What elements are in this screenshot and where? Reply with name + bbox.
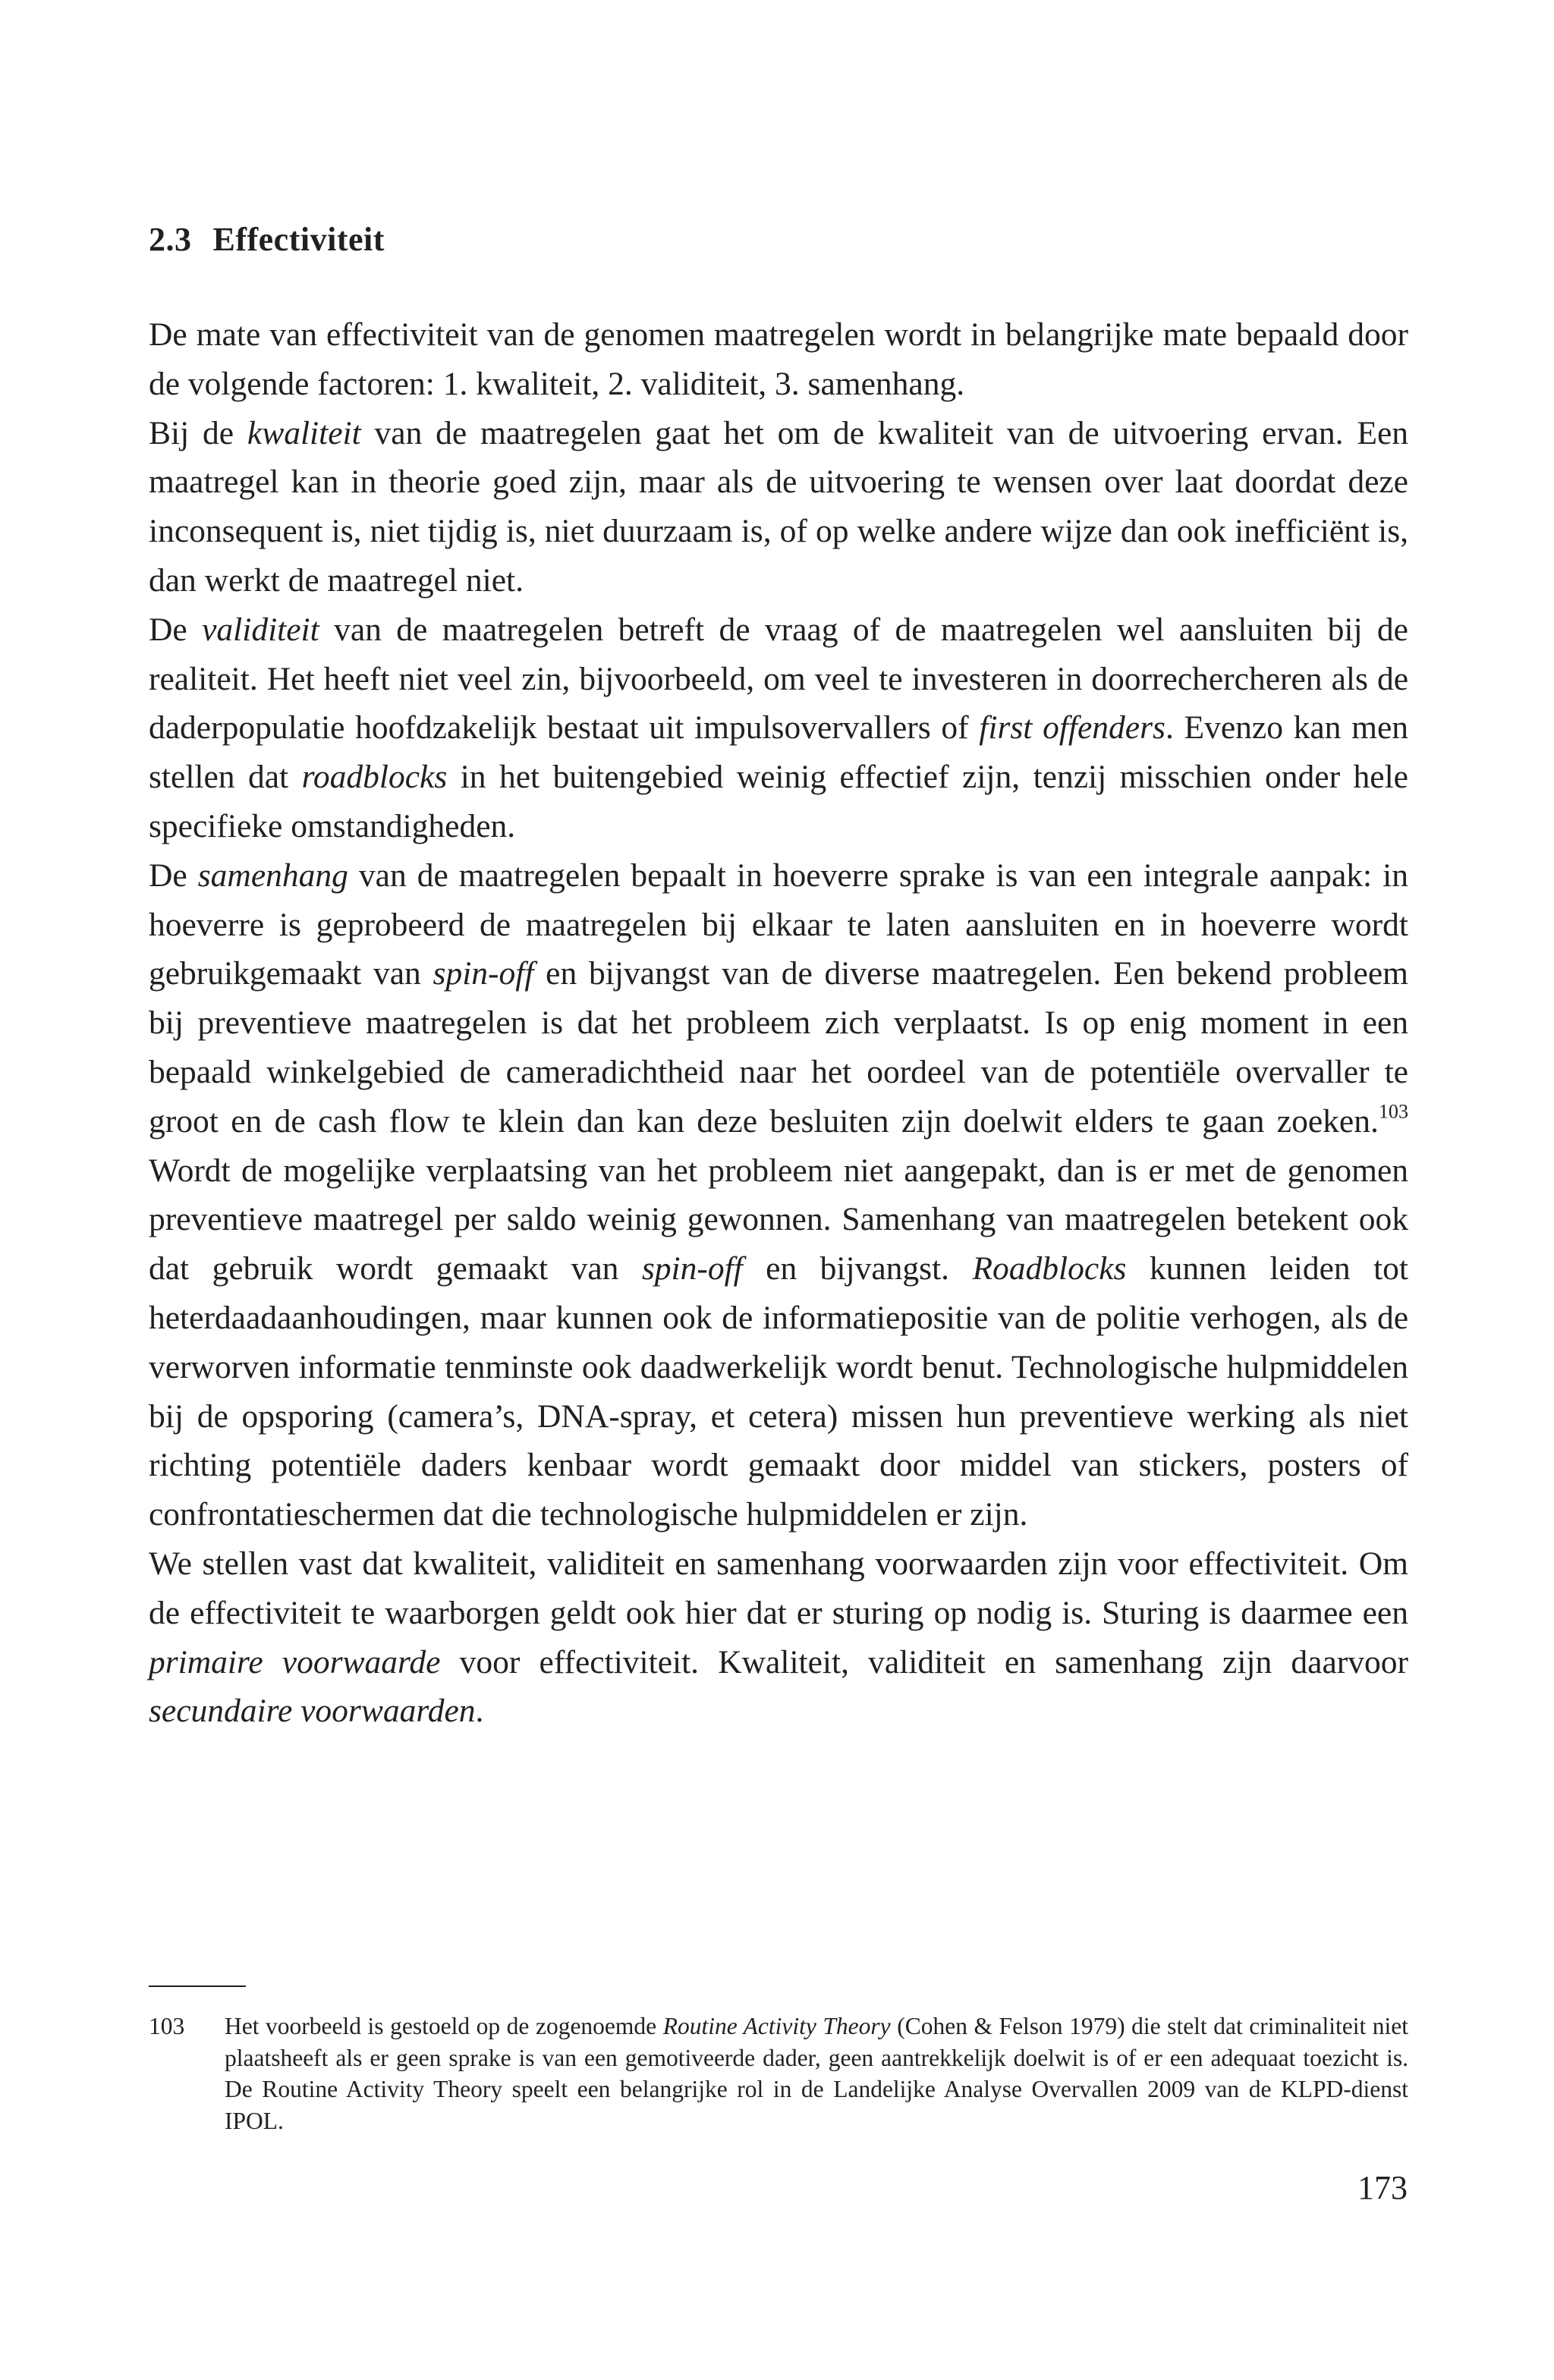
text-run: voor effectiviteit. Kwaliteit, validiteit en samenhang zijn daarvoor (440, 1643, 1408, 1680)
emphasis-roadblocks: Roadblocks (972, 1250, 1127, 1287)
section-number: 2.3 (149, 221, 192, 258)
text-run: van de maatregelen betreft de vraag of de maatregelen wel aansluiten bij de realiteit. Het heeft niet veel zin, bijvoorbeeld, om veel te investeren in doorrechercheren als de daderpopulatie hoofdzakelijk bestaat uit impulsovervallers of (149, 611, 1408, 747)
text-run: Het voorbeeld is gestoeld op de zogenoemde (225, 2013, 663, 2039)
text-run: De (149, 857, 198, 894)
emphasis-spin-off: spin-off (433, 955, 534, 992)
text-run: Bij de (149, 414, 247, 451)
text-run: De (149, 611, 203, 648)
paragraph-kwaliteit (149, 409, 1408, 605)
paragraph-conclusion (149, 1539, 1408, 1736)
text-run: kunnen leiden tot heterdaadaanhoudingen, maar kunnen ook de informatiepositie van de politie verhogen, als de verworven informatie tenminste ook daadwerkelijk wordt benut. Technologische hulpmiddelen bij de opsporing (camera’s, DNA-spray, et cetera) missen hun preventieve werking als niet richting potentiële daders kenbaar wordt gemaakt door middel van stickers, posters of confrontatieschermen dat die technologische hulpmiddelen er zijn. (149, 1250, 1408, 1533)
footnote-reference[interactable]: 103 (1378, 1100, 1408, 1123)
text-run: . (475, 1693, 484, 1730)
text-run: en bijvangst van de diverse maatregelen. Een bekend probleem bij preventieve maatregelen is dat het probleem zich verplaatst. Is op enig moment in een bepaald winkelgebied de cameradichtheid naar het oordeel van de potentiële overvaller te groot en de cash flow te klein dan kan deze besluiten zijn doelwit elders te gaan zoeken. (149, 955, 1409, 1140)
emphasis-kwaliteit: kwaliteit (247, 414, 361, 451)
paragraph-samenhang (149, 851, 1408, 1539)
text-run: (Cohen & Felson 1979) die stelt dat criminaliteit niet plaatsheeft als er geen sprake is van een gemotiveerde dader, geen aantrekkelijk doelwit is of er een adequaat toezicht is. De Routine Activity Theory speelt een belangrijke rol in de Landelijke Analyse Overvallen 2009 van de KLPD-dienst IPOL. (225, 2013, 1409, 2134)
text-run: van de maatregelen gaat het om de kwaliteit van de uitvoering ervan. Een maatregel kan in theorie goed zijn, maar als de uitvoering te wensen over laat doordat deze inconsequent is, niet tijdig is, niet duurzaam is, of op welke andere wijze dan ook inefficiënt is, dan werkt de maatregel niet. (149, 414, 1408, 599)
paragraph-validiteit (149, 605, 1408, 851)
section-title: Effectiviteit (212, 221, 385, 258)
emphasis-samenhang: samenhang (197, 857, 348, 894)
footnote-number: 103 (149, 2013, 185, 2039)
text-run: in het buitengebied weinig effectief zijn, tenzij misschien onder hele specifieke omstandigheden. (149, 759, 1408, 844)
body-text (149, 310, 1408, 1736)
emphasis-secundaire-voorwaarden: secundaire voorwaarden (149, 1693, 476, 1730)
section-heading (149, 220, 385, 259)
text-run: Wordt de mogelijke verplaatsing van het probleem niet aangepakt, dan is er met de genomen preventieve maatregel per saldo weinig gewonnen. Samenhang van maatregelen betekent ook dat gebruik wordt gemaakt van (149, 1152, 1408, 1287)
emphasis-roadblocks: roadblocks (301, 759, 448, 796)
emphasis-spin-off: spin-off (641, 1250, 743, 1287)
emphasis-first-offenders: first offenders (979, 709, 1166, 747)
emphasis-routine-activity-theory: Routine Activity Theory (662, 2013, 891, 2039)
text-run: . Evenzo kan men stellen dat (149, 709, 1408, 796)
footnote-103 (149, 2011, 1408, 2136)
emphasis-validiteit: validiteit (202, 611, 319, 648)
page-number: 173 (1357, 2169, 1408, 2206)
footnote-text (225, 2011, 1408, 2136)
text-run: en bijvangst. (742, 1250, 973, 1287)
text-run: We stellen vast dat kwaliteit, validiteit en samenhang voorwaarden zijn voor effectiviteit. Om de effectiviteit te waarborgen geldt ook hier dat er sturing op nodig is. Sturing is daarmee een (149, 1545, 1408, 1631)
text-run: van de maatregelen bepaalt in hoeverre sprake is van een integrale aanpak: in hoeverre is geprobeerd de maatregelen bij elkaar te laten aansluiten en in hoeverre wordt gebruikgemaakt van (149, 857, 1408, 992)
emphasis-primaire-voorwaarde: primaire voorwaarde (149, 1643, 441, 1680)
footnote-divider (149, 1985, 246, 1987)
paragraph-intro: De mate van effectiviteit van de genomen maatregelen wordt in belangrijke mate bepaald door de volgende factoren: 1. kwaliteit, 2. validiteit, 3. samenhang. (149, 316, 1408, 402)
